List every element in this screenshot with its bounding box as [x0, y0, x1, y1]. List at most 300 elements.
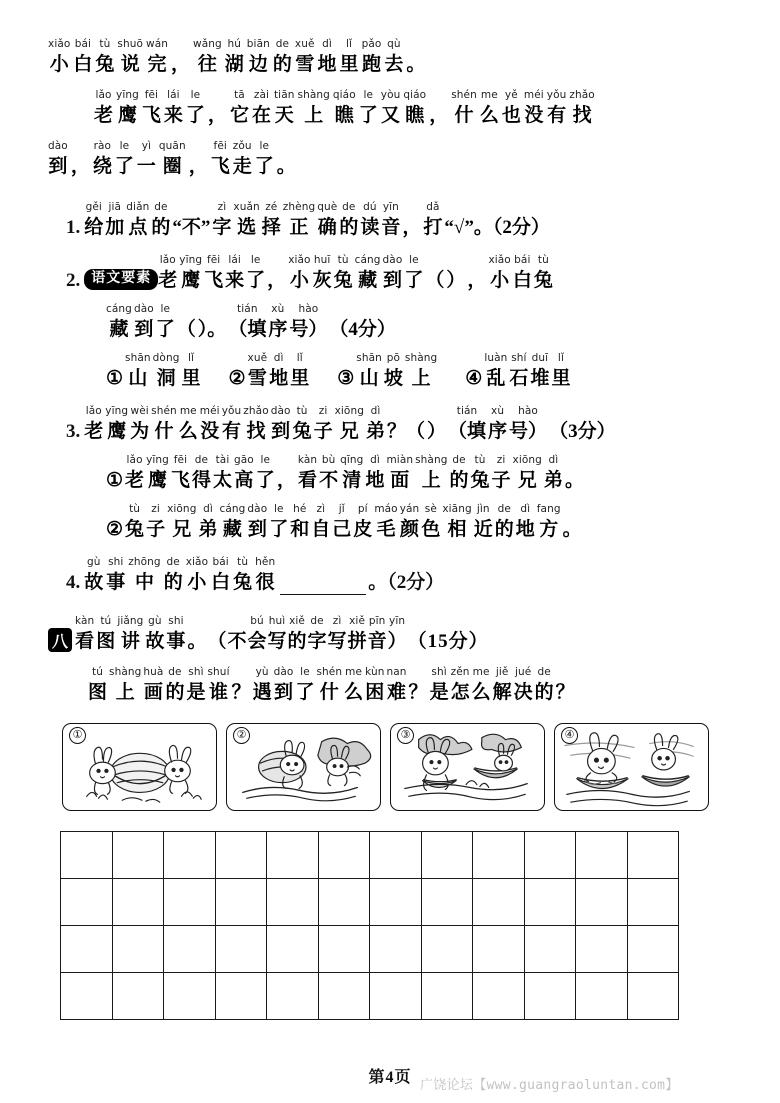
ruby-char	[514, 666, 533, 705]
grid-cell[interactable]	[576, 926, 628, 973]
ruby-char	[106, 556, 125, 595]
pinyin: zài	[253, 89, 270, 101]
hanzi: 了	[155, 319, 175, 340]
pinyin: wán	[146, 38, 169, 50]
panel-illustration	[391, 724, 544, 810]
pinyin: yǒu	[546, 89, 567, 101]
grid-cell[interactable]	[627, 973, 679, 1020]
pinyin: tā	[234, 89, 245, 101]
hanzi: 了	[404, 270, 424, 291]
ruby-char	[295, 666, 314, 705]
grid-cell[interactable]	[164, 973, 216, 1020]
grid-cell[interactable]	[576, 879, 628, 926]
ruby-char	[451, 666, 470, 705]
pinyin: de	[275, 38, 290, 50]
pinyin: luàn	[484, 352, 508, 364]
hanzi: ①	[106, 368, 124, 389]
ruby-char	[166, 615, 185, 654]
ruby-char	[230, 89, 249, 128]
hanzi: 有	[547, 105, 567, 126]
hanzi: 弟	[365, 421, 385, 442]
hanzi: 为	[130, 421, 150, 442]
ruby-char	[344, 666, 363, 705]
pinyin: bú	[250, 615, 264, 627]
grid-cell[interactable]	[112, 926, 164, 973]
pinyin: yīn	[389, 615, 406, 627]
ruby-char	[277, 454, 296, 493]
pinyin: dào	[48, 140, 68, 152]
hanzi: 的	[494, 519, 514, 540]
pinyin: xù	[271, 303, 285, 315]
hanzi: ，	[171, 54, 191, 75]
ruby-char	[384, 352, 403, 391]
pinyin: tú	[100, 615, 112, 627]
writing-grid-wrap	[48, 831, 732, 1020]
ruby-char	[109, 666, 141, 705]
hanzi: 没	[200, 421, 220, 442]
hanzi: 地	[269, 368, 289, 389]
hanzi: 上	[421, 470, 441, 491]
grid-cell[interactable]	[318, 832, 370, 879]
ruby-char	[530, 352, 549, 391]
hanzi: 跑	[361, 54, 381, 75]
grid-cell[interactable]	[421, 879, 473, 926]
section-8-title	[75, 615, 187, 654]
hanzi: 图	[88, 682, 108, 703]
hanzi: 解	[492, 682, 512, 703]
grid-cell[interactable]	[524, 879, 576, 926]
hanzi: 上	[115, 682, 135, 703]
ruby-char	[126, 201, 149, 240]
grid-cell[interactable]	[370, 973, 422, 1020]
pinyin: dì	[520, 503, 531, 515]
ruby-char	[535, 666, 554, 705]
hanzi: 圈	[162, 156, 182, 177]
hanzi: 在	[251, 105, 271, 126]
option-2[interactable]	[229, 352, 312, 391]
pinyin: yě	[504, 89, 518, 101]
grid-cell[interactable]	[473, 973, 525, 1020]
ruby-char	[219, 503, 245, 542]
hanzi: 白	[512, 270, 532, 291]
ruby-char	[94, 89, 113, 128]
hanzi: 里	[339, 54, 359, 75]
story-panel	[390, 723, 545, 811]
pinyin: xiě	[289, 615, 305, 627]
hanzi: 面	[390, 470, 410, 491]
ruby-char	[444, 201, 549, 240]
hanzi: 兔	[125, 519, 145, 540]
hanzi: 了	[269, 519, 289, 540]
ruby-char	[146, 38, 168, 77]
hanzi: 太	[212, 470, 232, 491]
hanzi: 的	[151, 217, 171, 238]
grid-cell[interactable]	[267, 973, 319, 1020]
hanzi: 有	[221, 421, 241, 442]
hanzi: 弟	[543, 470, 563, 491]
pinyin: dào	[247, 503, 268, 515]
pinyin: cáng	[219, 503, 246, 515]
grid-cell[interactable]	[370, 926, 422, 973]
hanzi: 确	[317, 217, 337, 238]
pinyin: shàng	[109, 666, 142, 678]
ruby-char	[480, 89, 499, 128]
panel-number: ③	[397, 727, 414, 744]
grid-cell[interactable]	[421, 832, 473, 879]
grid-cell[interactable]	[576, 973, 628, 1020]
pinyin: shí	[511, 352, 527, 364]
grid-cell[interactable]	[267, 832, 319, 879]
pinyin: huī	[313, 254, 331, 266]
hanzi: 毛	[376, 519, 396, 540]
ruby-char	[274, 89, 295, 128]
pinyin: le	[190, 89, 201, 101]
grid-cell[interactable]	[215, 832, 267, 879]
pinyin: le	[363, 89, 374, 101]
question-3-option-2[interactable]	[48, 503, 732, 542]
grid-cell[interactable]	[164, 926, 216, 973]
grid-cell[interactable]	[164, 879, 216, 926]
ruby-char	[225, 254, 244, 293]
ruby-char	[211, 556, 230, 595]
hanzi: 谁	[209, 682, 229, 703]
grid-cell[interactable]	[524, 832, 576, 879]
hanzi: 到	[134, 319, 154, 340]
grid-cell[interactable]	[473, 926, 525, 973]
ruby-char	[409, 666, 428, 705]
pinyin: zěn	[450, 666, 470, 678]
pinyin: dòng	[152, 352, 180, 364]
hanzi: 到	[247, 519, 267, 540]
hanzi: 天	[274, 105, 294, 126]
grid-cell[interactable]	[215, 926, 267, 973]
grid-cell[interactable]	[370, 879, 422, 926]
grid-cell[interactable]	[215, 879, 267, 926]
grid-cell[interactable]	[215, 973, 267, 1020]
ruby-char	[271, 405, 291, 444]
hanzi: 里	[551, 368, 571, 389]
grid-cell[interactable]	[112, 973, 164, 1020]
ruby-char	[313, 254, 332, 293]
grid-cell[interactable]	[112, 879, 164, 926]
ruby-char	[329, 303, 396, 342]
hanzi: ④	[465, 368, 483, 389]
pinyin: pí	[357, 503, 368, 515]
pinyin: dú	[363, 201, 377, 213]
pinyin: zhèng	[282, 201, 316, 213]
hanzi: ）	[446, 270, 466, 291]
hanzi: 说	[120, 54, 140, 75]
ruby-char	[288, 254, 310, 293]
pinyin: gù	[86, 556, 101, 568]
ruby-char	[402, 201, 421, 240]
story-panel	[226, 723, 381, 811]
ruby-char	[290, 503, 309, 542]
grid-cell[interactable]	[112, 832, 164, 879]
pinyin: zì	[217, 201, 227, 213]
ruby-char	[200, 405, 220, 444]
pinyin: yòu	[380, 89, 401, 101]
hanzi: 决	[513, 682, 533, 703]
ruby-char	[186, 556, 208, 595]
grid-cell[interactable]	[164, 832, 216, 879]
grid-cell[interactable]	[627, 832, 679, 879]
ruby-char	[298, 89, 330, 128]
ruby-char	[277, 140, 296, 179]
story-picture-panels	[48, 723, 732, 811]
pinyin: dào	[273, 666, 294, 678]
pinyin: xuǎn	[233, 201, 260, 213]
ruby-char	[274, 666, 294, 705]
hanzi: （	[425, 270, 445, 291]
hanzi: 序	[268, 319, 288, 340]
pinyin: me	[345, 666, 363, 678]
ruby-char	[493, 666, 512, 705]
hanzi: 里	[290, 368, 310, 389]
hanzi: 的	[165, 682, 185, 703]
passage-line	[48, 140, 732, 179]
ruby-char	[484, 352, 507, 391]
pinyin: xiǎo	[288, 254, 311, 266]
ruby-char	[381, 89, 401, 128]
grid-row	[61, 832, 679, 879]
pinyin: biān	[246, 38, 270, 50]
grid-cell[interactable]	[267, 926, 319, 973]
ruby-char	[283, 201, 315, 240]
ruby-char	[247, 615, 266, 654]
pinyin: jiā	[108, 201, 122, 213]
grid-cell[interactable]	[627, 926, 679, 973]
hanzi: 的	[339, 217, 359, 238]
hanzi: 字	[212, 217, 232, 238]
option-1[interactable]	[106, 352, 203, 391]
ruby-char	[289, 303, 327, 342]
option-4[interactable]	[465, 352, 572, 391]
ruby-char	[360, 201, 379, 240]
grid-cell[interactable]	[421, 973, 473, 1020]
ruby-char	[337, 352, 354, 391]
hanzi: 高	[234, 470, 254, 491]
hanzi: ）	[387, 631, 407, 652]
grid-cell[interactable]	[318, 973, 370, 1020]
hanzi: 鹰	[107, 421, 127, 442]
hanzi: （3分）	[549, 421, 616, 442]
pinyin: bái	[212, 556, 229, 568]
pinyin: tián	[237, 303, 258, 315]
hanzi: 藏	[222, 519, 242, 540]
ruby-char	[105, 201, 124, 240]
pinyin: quān	[158, 140, 186, 152]
panel-number: ④	[561, 727, 578, 744]
ruby-char	[262, 201, 281, 240]
section-8-header	[48, 615, 732, 654]
hanzi: ）。	[197, 319, 227, 340]
grid-cell[interactable]	[61, 832, 113, 879]
grid-row	[61, 879, 679, 926]
ruby-char	[290, 352, 309, 391]
pinyin: kùn	[365, 666, 385, 678]
hanzi: （	[207, 631, 227, 652]
grid-cell[interactable]	[370, 832, 422, 879]
hanzi: 到	[274, 682, 294, 703]
grid-cell[interactable]	[267, 879, 319, 926]
hanzi: 相	[447, 519, 467, 540]
ruby-char	[146, 503, 165, 542]
grid-cell[interactable]	[627, 879, 679, 926]
pinyin: zé	[265, 201, 278, 213]
ruby-char	[298, 454, 317, 493]
hanzi: 是	[429, 682, 449, 703]
hanzi: 瞧	[334, 105, 354, 126]
grid-cell[interactable]	[473, 832, 525, 879]
ruby-char	[387, 405, 425, 444]
hanzi: 子	[146, 519, 166, 540]
hanzi: ，	[402, 217, 422, 238]
ruby-char	[153, 352, 180, 391]
ruby-char	[513, 454, 542, 493]
ruby-char	[355, 254, 381, 293]
ruby-char	[311, 503, 330, 542]
panel-number: ②	[233, 727, 250, 744]
hanzi: 老	[158, 270, 178, 291]
hanzi: “√”。（2分）	[444, 217, 550, 238]
grid-cell[interactable]	[61, 973, 113, 1020]
hanzi: （填	[448, 421, 487, 442]
ruby-char	[255, 140, 274, 179]
hanzi: 找	[572, 105, 592, 126]
grid-cell[interactable]	[576, 832, 628, 879]
ruby-char	[384, 38, 403, 77]
pinyin: wǎng	[193, 38, 222, 50]
pinyin: méi	[523, 89, 544, 101]
pinyin: jiǎng	[117, 615, 144, 627]
grid-cell[interactable]	[61, 926, 113, 973]
hanzi: 号）	[289, 319, 328, 340]
ruby-char	[171, 454, 190, 493]
ruby-char	[186, 666, 205, 705]
hanzi: 音	[367, 631, 387, 652]
grid-cell[interactable]	[524, 926, 576, 973]
pinyin: cáng	[106, 303, 132, 315]
grid-cell[interactable]	[473, 879, 525, 926]
pinyin: de	[194, 454, 209, 466]
ruby-char	[143, 666, 163, 705]
ruby-char	[365, 454, 384, 493]
ruby-char	[314, 405, 333, 444]
pinyin: huà	[143, 666, 164, 678]
pinyin: gāo	[233, 454, 254, 466]
pinyin: xuě	[247, 352, 268, 364]
pinyin: zhǎo	[569, 89, 595, 101]
hanzi: 选	[237, 217, 257, 238]
grid-cell[interactable]	[318, 926, 370, 973]
pinyin: zì	[332, 615, 342, 627]
hanzi: 山	[128, 368, 148, 389]
ruby-char	[362, 38, 382, 77]
hanzi: 了	[255, 470, 275, 491]
pinyin: huì	[268, 615, 286, 627]
hanzi: 了	[358, 105, 378, 126]
question-2-options	[48, 352, 732, 391]
question-4	[48, 556, 732, 595]
pinyin: jìn	[476, 503, 490, 515]
pinyin: lǎo	[95, 89, 112, 101]
ruby-char	[335, 405, 364, 444]
hanzi: 湖	[224, 54, 244, 75]
ruby-char	[125, 503, 144, 542]
hanzi: 什	[319, 682, 339, 703]
pinyin: de	[537, 666, 551, 678]
ruby-char	[474, 503, 493, 542]
ruby-char	[73, 38, 92, 77]
pinyin: duī	[531, 352, 549, 364]
grid-cell[interactable]	[61, 879, 113, 926]
question-3-option-1[interactable]	[48, 454, 732, 493]
pinyin: xiōng	[512, 454, 542, 466]
pinyin: lǎo	[85, 405, 102, 417]
ruby-char	[288, 615, 307, 654]
option-3[interactable]	[337, 352, 439, 391]
pinyin: me	[480, 89, 498, 101]
pinyin: yīn	[382, 201, 399, 213]
hanzi: 它	[229, 105, 249, 126]
ruby-char	[269, 352, 288, 391]
hanzi: 近	[473, 519, 493, 540]
ruby-char	[428, 615, 438, 654]
writing-grid[interactable]	[60, 831, 679, 1020]
hanzi: 得	[191, 470, 211, 491]
ruby-char	[159, 140, 186, 179]
ruby-char	[403, 89, 426, 128]
grid-cell[interactable]	[421, 926, 473, 973]
ruby-char	[88, 666, 107, 705]
ruby-char	[151, 405, 177, 444]
ruby-char	[368, 615, 387, 654]
hanzi: ②	[228, 368, 246, 389]
pinyin: tù	[129, 503, 141, 515]
ruby-char	[328, 615, 347, 654]
hanzi: 石	[509, 368, 529, 389]
ruby-char	[319, 454, 338, 493]
hanzi: 择	[261, 217, 281, 238]
hanzi: 老	[84, 421, 104, 442]
ruby-char	[267, 254, 286, 293]
ruby-char	[225, 38, 244, 77]
hanzi: 什	[454, 105, 474, 126]
hanzi: ，	[207, 105, 227, 126]
ruby-char	[207, 666, 229, 705]
grid-cell[interactable]	[318, 879, 370, 926]
grid-row	[61, 926, 679, 973]
pinyin: zi	[496, 454, 506, 466]
hanzi: 皮	[353, 519, 373, 540]
hanzi: 拼	[347, 631, 367, 652]
passage-line	[48, 38, 732, 77]
ruby-char	[495, 503, 514, 542]
ruby-char	[142, 89, 161, 128]
grid-cell[interactable]	[524, 973, 576, 1020]
answer-blank[interactable]	[280, 578, 366, 595]
hanzi: 兔	[233, 572, 253, 593]
pinyin: de	[497, 503, 511, 515]
hanzi: 和	[290, 519, 310, 540]
question-4-tail: 。（2分）	[368, 572, 445, 593]
question-2	[48, 254, 732, 293]
ruby-char	[340, 38, 359, 77]
hanzi: 坡	[383, 368, 403, 389]
hanzi: 地	[365, 470, 385, 491]
pinyin: tù	[474, 454, 486, 466]
